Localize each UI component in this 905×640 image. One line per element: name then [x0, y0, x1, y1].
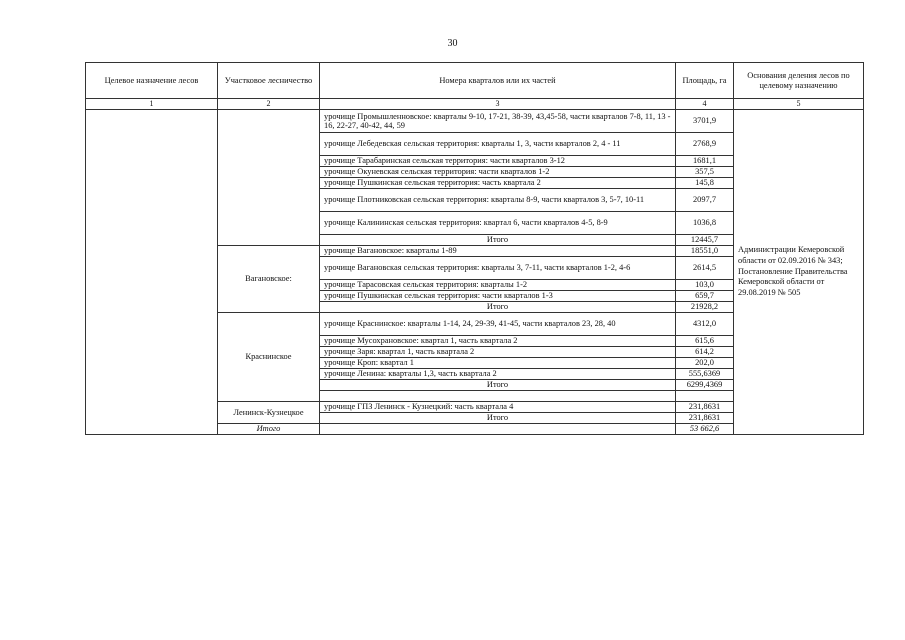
subtotal-area: 12445,7 — [676, 235, 734, 246]
forestry-cell — [218, 110, 320, 246]
subtotal-label: Итого — [320, 302, 676, 313]
area-cell: 614,2 — [676, 347, 734, 358]
header-quarters: Номера кварталов или их частей — [320, 63, 676, 99]
area-cell: 103,0 — [676, 280, 734, 291]
quarters-cell: урочище Тарасовская сельская территория: кварталы 1-2 — [320, 280, 676, 291]
column-number: 5 — [734, 99, 864, 110]
column-number: 1 — [86, 99, 218, 110]
subtotal-label: Итого — [320, 380, 676, 391]
grand-total-area: 53 662,6 — [676, 424, 734, 435]
area-cell: 2614,5 — [676, 257, 734, 280]
basis-cell: Администрации Кемеровской области от 02.09.2016 № 343; Постановление Правительства Кемеровской области от 29.08.2019 № 505 — [734, 110, 864, 435]
quarters-cell: урочище Вагановская сельская территория: кварталы 3, 7-11, части кварталов 1-2, 4-6 — [320, 257, 676, 280]
forest-purpose-table — [85, 62, 864, 435]
area-cell: 18551,0 — [676, 246, 734, 257]
quarters-cell: урочище Мусохрановское: квартал 1, часть квартала 2 — [320, 336, 676, 347]
grand-total-label: Итого — [218, 424, 320, 435]
column-number-row — [86, 99, 864, 110]
quarters-cell: урочище Краснинское: кварталы 1-14, 24, 29-39, 41-45, части кварталов 23, 28, 40 — [320, 313, 676, 336]
header-forestry: Участковое лесничество — [218, 63, 320, 99]
area-cell: 202,0 — [676, 358, 734, 369]
subtotal-label: Итого — [320, 413, 676, 424]
area-cell: 357,5 — [676, 167, 734, 178]
area-cell: 1036,8 — [676, 212, 734, 235]
grand-total-empty — [320, 424, 676, 435]
quarters-cell: урочище Пушкинская сельская территория: часть квартала 2 — [320, 178, 676, 189]
subtotal-area: 231,8631 — [676, 413, 734, 424]
quarters-cell: урочище Ленина: кварталы 1,3, часть квартала 2 — [320, 369, 676, 380]
column-number: 4 — [676, 99, 734, 110]
area-cell: 615,6 — [676, 336, 734, 347]
quarters-cell: урочище Тарабаринская сельская территория: части кварталов 3-12 — [320, 156, 676, 167]
area-cell: 4312,0 — [676, 313, 734, 336]
area-cell — [676, 391, 734, 402]
area-cell: 659,7 — [676, 291, 734, 302]
forestry-cell: Вагановское: — [218, 246, 320, 313]
quarters-cell: урочище Пушкинская сельская территория: части кварталов 1-3 — [320, 291, 676, 302]
table-row — [86, 110, 864, 133]
header-basis: Основания деления лесов по целевому назначению — [734, 63, 864, 99]
quarters-cell: урочище Промышленновское: кварталы 9-10, 17-21, 38-39, 43,45-58, части кварталов 7-8, 11, 13 - 16, 22-27, 40-42, 44, 59 — [320, 110, 676, 133]
area-cell: 555,6369 — [676, 369, 734, 380]
subtotal-area: 6299,4369 — [676, 380, 734, 391]
quarters-cell: урочище Лебедевская сельская территория: кварталы 1, 3, части кварталов 2, 4 - 11 — [320, 133, 676, 156]
forestry-cell: Краснинское — [218, 313, 320, 402]
header-target: Целевое назначение лесов — [86, 63, 218, 99]
quarters-cell: урочище Окуневская сельская территория: части кварталов 1-2 — [320, 167, 676, 178]
quarters-cell: урочище ГПЗ Ленинск - Кузнецкий: часть квартала 4 — [320, 402, 676, 413]
page-number: 30 — [447, 38, 458, 49]
subtotal-label: Итого — [320, 235, 676, 246]
header-area: Площадь, га — [676, 63, 734, 99]
area-cell: 145,8 — [676, 178, 734, 189]
quarters-cell — [320, 391, 676, 402]
quarters-cell: урочище Плотниковская сельская территория: кварталы 8-9, части кварталов 3, 5-7, 10-11 — [320, 189, 676, 212]
quarters-cell: урочище Вагановское: кварталы 1-89 — [320, 246, 676, 257]
quarters-cell: урочище Кроп: квартал 1 — [320, 358, 676, 369]
area-cell: 1681,1 — [676, 156, 734, 167]
column-number: 3 — [320, 99, 676, 110]
area-cell: 3701,9 — [676, 110, 734, 133]
column-number: 2 — [218, 99, 320, 110]
area-cell: 2097,7 — [676, 189, 734, 212]
target-purpose-cell — [86, 110, 218, 435]
header-row — [86, 63, 864, 99]
subtotal-area: 21928,2 — [676, 302, 734, 313]
area-cell: 231,8631 — [676, 402, 734, 413]
quarters-cell: урочище Заря: квартал 1, часть квартала 2 — [320, 347, 676, 358]
quarters-cell: урочище Калининская сельская территория: квартал 6, части кварталов 4-5, 8-9 — [320, 212, 676, 235]
area-cell: 2768,9 — [676, 133, 734, 156]
forestry-cell: Ленинск-Кузнецкое — [218, 402, 320, 424]
